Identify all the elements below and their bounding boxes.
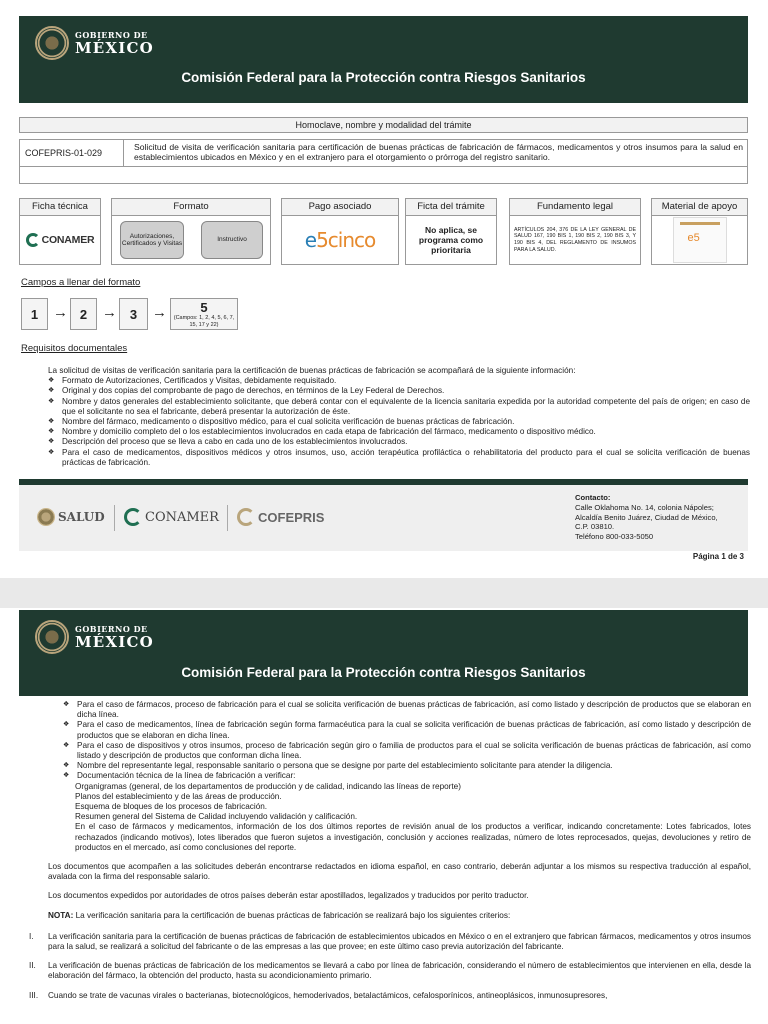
divider (114, 505, 115, 531)
requisitos-list (48, 366, 750, 468)
conamer-ring-icon (124, 508, 142, 526)
sub-item: Planos del establecimiento y de las áreas de producción. (75, 791, 282, 801)
list-item: ❖ Para el caso de medicamentos, dispositivos médicos y otros insumos, uso, acción terapéutica profiláctica o rehabilitatoria del producto para el cual se solicita verificación de buenas prácticas de fabricación. (48, 448, 750, 468)
conamer-logo[interactable] (26, 233, 95, 247)
cofepris-logo (237, 508, 324, 526)
criterion-key: I. (29, 931, 34, 941)
formato-instructivo-button[interactable]: Instructivo (201, 221, 263, 259)
paragraph: Los documentos expedidos por autoridades de otros países deberán estar apostillados, legalizados y traducidos por perito traductor. (48, 891, 529, 901)
card-title: Formato (112, 199, 270, 216)
step-number: 3 (129, 306, 138, 322)
list-item: ❖ Nombre del representante legal, responsable sanitario o persona que se designe por parte del establecimiento solicitante para atender la diligencia. (63, 761, 751, 771)
page2-body (21, 700, 751, 1001)
conamer-ring-icon (26, 233, 40, 247)
formato-autorizaciones-button[interactable]: Autorizaciones, Certificados y Visitas (120, 221, 184, 259)
card-material-apoyo[interactable] (651, 198, 748, 265)
e5cinco-logo[interactable]: e5cinco (304, 228, 376, 252)
page-title: Comisión Federal para la Protección contra Riesgos Sanitarios (181, 70, 586, 85)
contact-line: Alcaldía Benito Juárez, Ciudad de México, (575, 512, 718, 522)
conamer-footer-logo (124, 508, 219, 526)
criterion-item (21, 991, 751, 1001)
salud-seal-icon (37, 508, 55, 526)
criterion-text: La verificación sanitaria para la certificación de buenas prácticas de fabricación de establecimientos ubicados en México o en el extranjero que fabrican fármacos, medicamentos y otros insumos para la salud, se realizará a solicitud del fabricante o de las empresas a las que provee; en este último caso previa autorización del fabricante. (48, 931, 751, 952)
tramite-code: COFEPRIS-01-029 (20, 140, 124, 166)
card-title: Material de apoyo (652, 199, 747, 216)
card-fundamento (509, 198, 641, 265)
e5cinco-thumb-icon: e5 (687, 232, 700, 244)
step-1 (21, 298, 48, 330)
conamer-logo-text: CONAMER (41, 234, 95, 246)
card-title: Ficta del trámite (406, 199, 496, 216)
sub-item: Organigramas (general, de los departamentos de producción y de calidad, indicando las líneas de reporte) (75, 781, 461, 791)
criterion-item (21, 932, 751, 952)
tramite-description: Solicitud de visita de verificación sanitaria para certificación de buenas prácticas de fabricación de fármacos, medicamentos y otros insumos para la salud en establecimientos ubicados en México y en el extranjero para el otorgamiento o prórroga del registro sanitario. (134, 142, 743, 162)
page-number: Página 1 de 3 (692, 552, 744, 561)
header-banner (19, 610, 748, 696)
step-3 (119, 298, 148, 330)
list-item: ❖ Descripción del proceso que se lleva a cabo en cada uno de los establecimientos involucrados. (48, 437, 750, 447)
card-title: Ficha técnica (20, 199, 100, 216)
gob-line2: MÉXICO (75, 632, 154, 651)
note-label: NOTA: (48, 910, 74, 920)
ficta-text: No aplica, se programa como prioritaria (418, 225, 484, 255)
contact-title: Contacto: (575, 493, 611, 502)
list-item: ❖ Para el caso de dispositivos y otros insumos, proceso de fabricación según giro o familia de productos para el cual se solicita verificación de buenas prácticas de fabricación, así como listado y descripción de productos que conforman dicha línea. (63, 741, 751, 761)
national-seal-icon (35, 620, 69, 654)
fundamento-text: ARTÍCULOS 204, 376 DE LA LEY GENERAL DE SALUD 167, 190 BIS 1, 190 BIS 2, 190 BIS 3, Y 190 BIS 4, DEL REGLAMENTO DE INSUMOS PARA LA SALUD. (514, 226, 636, 253)
step-number: 2 (79, 306, 88, 322)
requisitos-title: Requisitos documentales (21, 343, 128, 354)
contact-line: C.P. 03810. (575, 522, 615, 532)
tramite-empty-row (19, 166, 748, 184)
gobierno-logo (35, 620, 154, 654)
gobierno-logo (35, 26, 154, 60)
criterion-item (21, 961, 751, 981)
sub-item: Esquema de bloques de los procesos de fabricación. (75, 802, 268, 812)
step-2 (70, 298, 97, 330)
gob-line2: MÉXICO (75, 38, 154, 57)
gob-line1: GOBIERNO DE (75, 29, 148, 40)
list-item: ❖ Nombre y domicilio completo del o los establecimientos involucrados en cada etapa de fabricación del fármaco, medicamento o dispositivo médico. (48, 427, 750, 437)
list-item: ❖ Nombre del fármaco, medicamento o dispositivo médico, para el cual solicita verificación de buenas prácticas de fabricación. (48, 417, 750, 427)
card-formato (111, 198, 271, 265)
arrow-right-icon: → (53, 304, 68, 321)
paragraph: Los documentos que acompañen a las solicitudes deberán encontrarse redactados en idioma español, en caso contrario, deberán adjuntar a los mismos su respectiva traducción al español, avalada con la firma del responsable salario. (48, 862, 751, 882)
card-pago-asociado[interactable] (281, 198, 399, 265)
header-banner (19, 16, 748, 103)
page-2 (0, 608, 768, 1024)
cofepris-ring-icon (237, 508, 255, 526)
requisitos-intro: La solicitud de visitas de verificación sanitaria para la certificación de buenas prácticas de fabricación se acompañará de la siguiente información: (48, 366, 576, 375)
arrow-right-icon: → (102, 304, 117, 321)
criterion-text: La verificación de buenas prácticas de fabricación de los medicamentos se llevará a cabo por línea de fabricación, considerando el número de establecimientos que intervienen en ella, desde la elaboración del fármaco, la obtención del producto, hasta su acondicionamiento primario. (48, 961, 751, 981)
salud-logo (37, 508, 105, 526)
contact-block (575, 493, 718, 542)
conamer-text: CONAMER (145, 509, 219, 525)
footer (19, 485, 748, 551)
contact-line: Teléfono 800-033-5050 (575, 532, 654, 542)
divider (227, 505, 228, 531)
step-sub: (Campos: 1, 2, 4, 5, 6, 7, 15, 17 y 22) (173, 315, 235, 328)
list-item: ❖ Formato de Autorizaciones, Certificados y Visitas, debidamente requisitado. (48, 376, 750, 386)
tramite-row (19, 139, 748, 167)
criterion-key: III. (29, 990, 39, 1000)
criterion-text: Cuando se trate de vacunas virales o bacterianas, biotecnológicos, hemoderivados, betalactámicos, cefalosporínicos, antineoplásicos, inmunosupresores, (48, 990, 608, 1000)
note-text: La verificación sanitaria para la certificación de buenas prácticas de fabricación se realizará bajo los siguientes criterios: (75, 910, 511, 920)
cofepris-text: COFEPRIS (258, 509, 325, 525)
gob-line1: GOBIERNO DE (75, 623, 148, 634)
list-item: ❖ Documentación técnica de la línea de fabricación a verificar: (63, 771, 751, 781)
card-title: Fundamento legal (510, 199, 640, 216)
contact-line: Calle Oklahoma No. 14, colonia Nápoles; (575, 502, 714, 512)
step-5 (170, 298, 238, 330)
campos-title[interactable]: Campos a llenar del formato (21, 277, 141, 288)
tramite-header: Homoclave, nombre y modalidad del trámite (19, 117, 748, 133)
material-thumbnail[interactable] (673, 217, 727, 263)
step-number: 1 (30, 306, 39, 322)
sub-item: En el caso de fármacos y medicamentos, información de los dos últimos reportes de revisión anual de los productos a verificar, indicando concretamente: Lotes fabricados, lotes rechazados (indicando motivos), lotes liberados que fueron sujetos a investigación, conclusión y acciones realizadas, número de lotes reprocesados, quejas, devoluciones y retiro de productos en el mercado, así como conclusiones del reporte. (75, 822, 751, 852)
sub-item: Resumen general del Sistema de Calidad incluyendo validación y calificación. (75, 812, 358, 822)
list-item: ❖ Nombre y datos generales del establecimiento solicitante, que deberá contar con el equivalente de la licencia sanitaria expedida por la autoridad competente del país de origen; en caso de que el solicitante no sea el fabricante, deberá presentar la autorización de éste. (48, 397, 750, 417)
criterion-key: II. (29, 961, 36, 971)
list-item: ❖ Para el caso de fármacos, proceso de fabricación para el cual se solicita verificación de buenas prácticas de fabricación, así como listado y descripción de productos que se elaboran en dicha línea. (63, 700, 751, 720)
page-title: Comisión Federal para la Protección contra Riesgos Sanitarios (181, 665, 586, 680)
card-title: Pago asociado (282, 199, 398, 216)
card-ficta (405, 198, 497, 265)
card-ficha-tecnica[interactable] (19, 198, 101, 265)
note (21, 911, 751, 921)
page-gap (0, 578, 768, 608)
arrow-right-icon: → (152, 304, 167, 321)
salud-text: SALUD (58, 510, 105, 524)
national-seal-icon (35, 26, 69, 60)
step-number: 5 (200, 300, 208, 315)
list-item: ❖ Para el caso de medicamentos, línea de fabricación según forma farmacéutica para la cual se solicita verificación de buenas prácticas de fabricación, así como listado y descripción de productos que se elaboran en dicha línea. (63, 720, 751, 740)
list-item: ❖ Original y dos copias del comprobante de pago de derechos, en términos de la Ley Federal de Derechos. (48, 386, 750, 396)
